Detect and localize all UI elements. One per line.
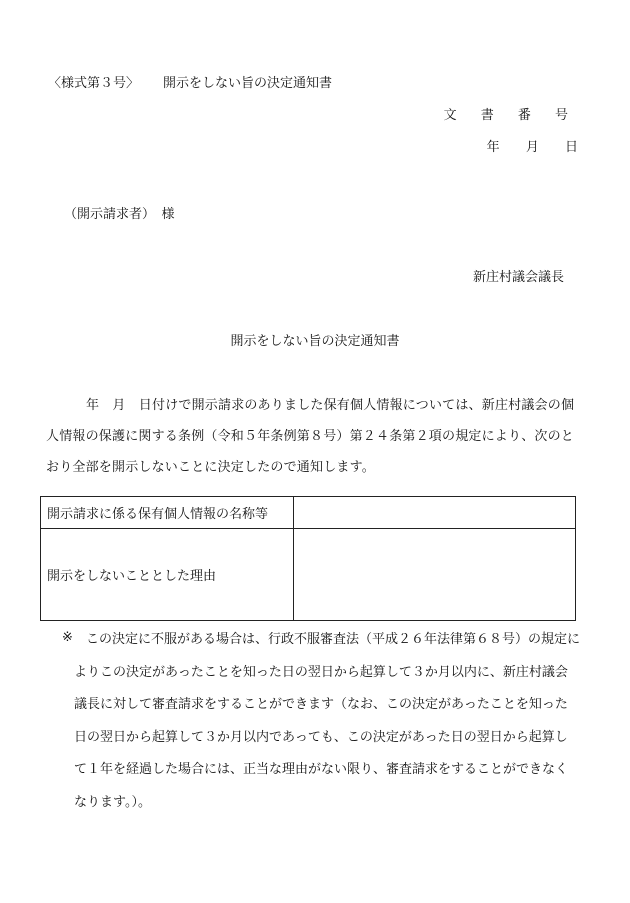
table-value-cell	[294, 529, 576, 621]
table-value-cell	[294, 497, 576, 529]
form-number: 〈様式第３号〉	[48, 76, 140, 91]
document-number: 文 書 番 号	[443, 108, 578, 123]
date-day-unit: 日	[564, 140, 578, 155]
date-year-unit: 年	[486, 140, 500, 155]
page-title: 開示をしない旨の決定通知書	[230, 334, 400, 349]
body-paragraph: 年 月 日付けで開示請求のありました保有個人情報については、新庄村議会の個人情報の保護に関する条例（令和５年条例第８号）第２４条第２項の規定により、次のとおり全部を開示しないことに決定したので通知します。	[46, 398, 575, 475]
addressee: （開示請求者） 様	[64, 207, 175, 222]
table-label-cell: 開示請求に係る保有個人情報の名称等	[41, 497, 294, 529]
info-table	[40, 496, 576, 621]
date-line	[487, 136, 578, 155]
table-row	[41, 497, 576, 529]
table-row	[41, 529, 576, 621]
form-title: 開示をしない旨の決定通知書	[163, 76, 333, 91]
sender: 新庄村議会議長	[472, 270, 564, 285]
table-label-cell: 開示をしないこととした理由	[41, 529, 294, 621]
note-text: この決定に不服がある場合は、行政不服審査法（平成２６年法律第６８号）の規定によりこの決定があったことを知った日の翌日から起算して３か月以内に、新庄村議会議長に対して審査請求をすることができます（なお、この決定があったことを知った日の翌日から起算して３か月以内であっても、この決定があった日の翌日から起算して１年を経過した場合には、正当な理由がない限り、審査請求をすることができなくなります。）。	[74, 632, 581, 810]
date-month-unit: 月	[525, 140, 539, 155]
form-header	[48, 72, 332, 91]
note-mark: ※	[62, 630, 73, 645]
